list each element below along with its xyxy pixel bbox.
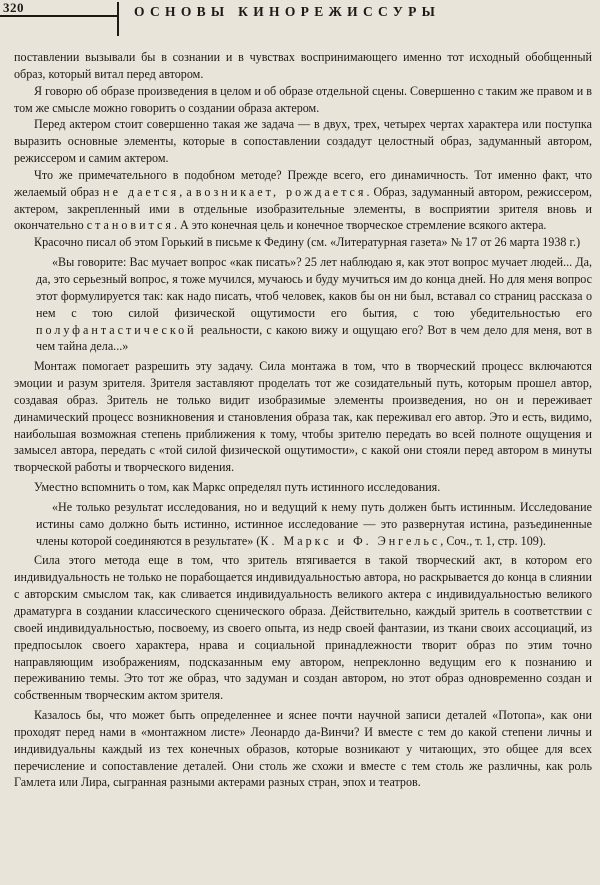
- paragraph: поставлении вызывали бы в сознании и в чувствах воспринимающего именно тот исходный обобщенный образ, который витал перед автором.: [14, 50, 592, 81]
- header-rule-horizontal: [0, 15, 118, 17]
- header-rule-vertical: [117, 2, 119, 36]
- paragraph: Монтаж помогает разрешить эту задачу. Сила монтажа в том, что в творческий процесс включаются эмоции и разум зрителя. Зрителя заставляют проделать тот же созидательный путь, которым прошел автор, создавая образ. Зритель не только видит изобразимые элементы произведения, но он и переживает динамический процесс возникновения и становления образа так, как переживал его автор. Это и есть, видимо, наибольшая возможная степень приближения к тому, чтобы зрителю передать во всей полноте ощущения и замысел автора, передать с «той силой физической ощутимости», с какой они стояли перед автором в минуты творческой работы и творческого видения.: [14, 359, 592, 475]
- paragraph: Казалось бы, что может быть определеннее и яснее почти научной записи деталей «Потопа», как они проходят перед нами в «монтажном листе» Леонардо да-Винчи? И вместе с тем до какой степени личны и индивидуальны каждый из тех конечных образов, которые возникают у читающих, это общее для всех перечисление и сопоставление деталей. Они столь же схожи и вместе с тем столь же различны, как роль Гамлета или Лира, сыгранная разными актерами разных стран, эпох и театров.: [14, 708, 592, 790]
- paragraph: Красочно писал об этом Горький в письме к Федину (см. «Литературная газета» № 17 от 26 марта 1938 г.): [34, 235, 581, 250]
- text-run: «Вы говорите: Вас мучает вопрос «как писать»? 25 лет наблюдаю я, как этот вопрос мучает людей... Да, да, это серьезный вопрос, я тоже мучился, мучаюсь и буду мучиться им до конца дней. Но для меня вопрос этот формулируется так: как надо писать, чтоб человек, каков бы он ни был, вставал со страниц рассказа о нем с тою силой физической ощутимости его бытия, с тою убедительностью его: [36, 255, 592, 320]
- page-number: 320: [3, 0, 24, 15]
- running-header: [0, 0, 600, 38]
- block-quote: [14, 499, 592, 550]
- text-run: , Соч., т. 1, стр. 109).: [440, 533, 546, 548]
- spaced-emphasis: возникает, рождается: [195, 184, 367, 199]
- text-run: . Образ, задуманный автором, режиссером, актером, закрепленный ими в отдельные изобразительные элементы, в восприятии зрителя вновь и окончательно: [14, 184, 592, 233]
- spaced-emphasis: полуфантастической: [36, 322, 197, 337]
- text-run: «Не только результат исследования, но и ведущий к нему путь должен быть истинным. Исследование истины само должно быть истинно, истинное исследование — это развернутая истина, разъединенные члены которой соединяются в результате» (: [36, 499, 592, 548]
- text-run: реальности, с какою вижу и ощущаю его? Вот в чем дело для меня, вот в чем тайна дела...»: [36, 322, 592, 354]
- paragraph: Я говорю об образе произведения в целом и об образе отдельной сцены. Совершенно с таким же правом и в том же смысле можно говорить о создании образа актером.: [14, 83, 592, 115]
- text-run: . А это конечная цель и конечное творческое стремление всякого актера.: [173, 218, 547, 233]
- block-quote: [14, 254, 592, 355]
- text-run: Что же примечательного в подобном методе? Прежде всего, его динамичность. Тот именно факт, что желаемый образ: [14, 167, 592, 199]
- spaced-emphasis: становится: [86, 218, 174, 233]
- body-text: [14, 49, 592, 791]
- paragraph: Перед актером стоит совершенно такая же задача — в двух, трех, четырех чертах характера или поступка выразить основные элементы, которые в сопоставлении создадут целостный образ, задуманный автором, режиссером и самим актером.: [14, 117, 592, 166]
- paragraph: Уместно вспомнить о том, как Маркс определял путь истинного исследования.: [34, 480, 441, 495]
- paragraph: [14, 167, 592, 234]
- spaced-emphasis: К. Маркс и Ф. Энгельс: [260, 533, 441, 548]
- spaced-emphasis: не дается: [103, 184, 180, 199]
- paragraph: Сила этого метода еще в том, что зритель втягивается в такой творческий акт, в котором его индивидуальность не только не порабощается индивидуальностью автора, но раскрывается до конца в слиянии с авторским смыслом так, как сливается индивидуальность великого актера с индивидуальностью великого драматурга в создании классического сценического образа. Действительно, каждый зритель в соответствии с своей индивидуальностью, посвоему, из своего опыта, из недр своей фантазии, из ткани своих ассоциаций, из предпосылок своего характера, нрава и социальной принадлежности творит образ по этим точно направляющим изображениям, подсказанным ему автором, непреклонно ведущим его к познанию и переживанию темы. Это тот же образ, что задуман и создан автором, но этот образ одновременно создан и собственным творческим актом зрителя.: [14, 553, 592, 703]
- text-run: , а: [179, 184, 192, 199]
- running-title: ОСНОВЫ КИНОРЕЖИССУРЫ: [134, 4, 441, 19]
